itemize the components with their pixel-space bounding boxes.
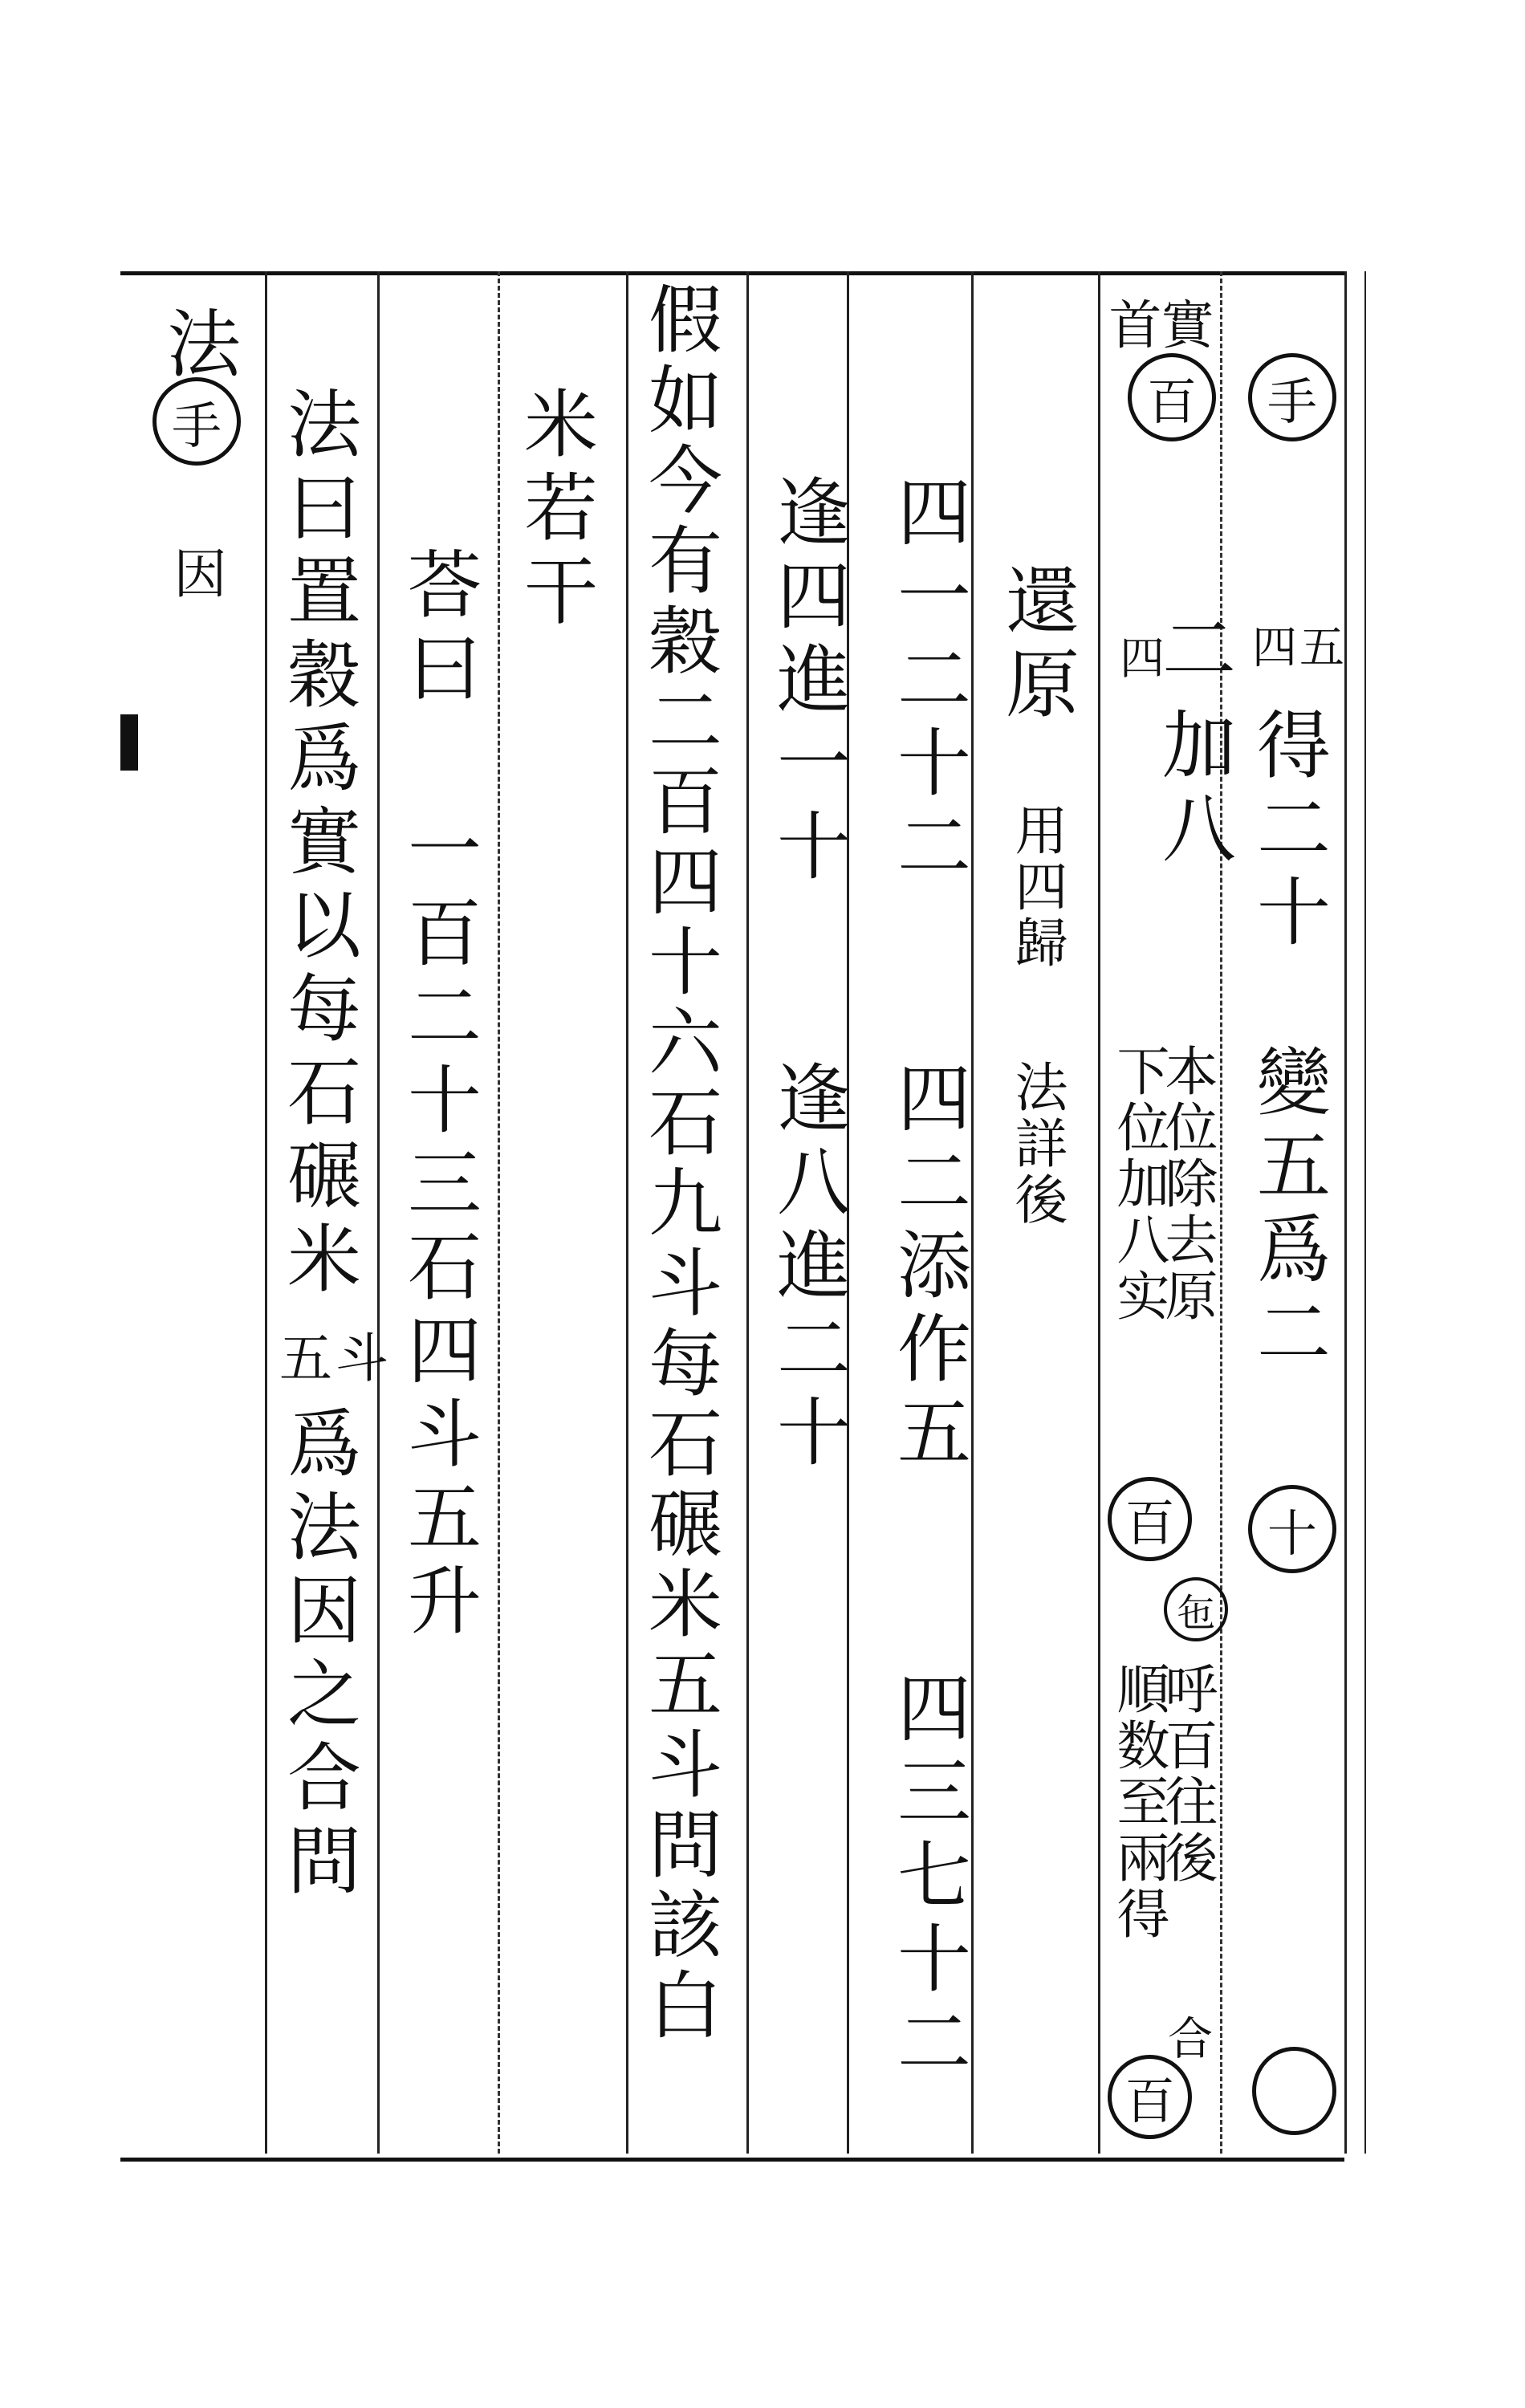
column-rule: [498, 271, 500, 2154]
text-column: 一百二十三石四斗五升: [396, 811, 482, 1645]
annotation-column: 順数至兩得: [1108, 1662, 1169, 1942]
column-rule: [971, 271, 974, 2154]
empty-circle: [1252, 2047, 1336, 2135]
section-mark-circle: 手: [1248, 353, 1336, 441]
text-column: 還原: [994, 562, 1080, 729]
annotation: 四五: [1252, 622, 1347, 674]
text-column: 加八: [1150, 706, 1236, 873]
annotation: 四: [1112, 634, 1165, 681]
text-column: 逢四進一十: [765, 474, 851, 891]
border-right-outer: [1364, 271, 1366, 2154]
text-column: 得二十: [1245, 706, 1331, 957]
hundred-circle: 百: [1108, 2055, 1192, 2139]
header-mark: 實: [1152, 297, 1214, 353]
hundred-circle: 百: [1108, 1477, 1192, 1561]
start-mark-circle: 㐌: [1164, 1577, 1228, 1641]
text-column: 法: [155, 305, 241, 388]
text-column: 米若干: [512, 385, 598, 636]
hundred-circle: 百: [1128, 353, 1216, 441]
annotation-column: 法詳後: [1006, 1060, 1068, 1228]
annotation: 合: [1161, 2015, 1213, 2062]
ten-circle: 十: [1248, 1485, 1336, 1573]
column-rule: [377, 271, 380, 2154]
header-mark-sub: 首: [1100, 297, 1161, 353]
annotation-column: 呼百往後: [1156, 1662, 1218, 1886]
text-column: 二: [1150, 610, 1236, 694]
annotation-column: 下位加八实: [1108, 1043, 1169, 1324]
annotation-column: 因: [165, 546, 226, 602]
text-column: 逢八進二十: [765, 1060, 851, 1477]
column-rule: [746, 271, 749, 2154]
text-column: 假如今有穀二百四十六石九斗每石碾米五斗問該白: [636, 281, 722, 2047]
annotation-column: 用四歸: [1006, 803, 1068, 971]
border-right: [1344, 271, 1347, 2154]
text-column: 變五爲二: [1245, 1043, 1331, 1377]
column-rule: [1098, 271, 1100, 2154]
column-rule: [626, 271, 628, 2154]
annotation-column: 本位除去原: [1156, 1043, 1218, 1324]
column-rule: [1220, 271, 1222, 2154]
text-column: 四三七十二: [885, 1670, 971, 2087]
margin-mark: [120, 714, 138, 771]
text-column: 荅曰: [396, 546, 482, 713]
text-column: 法曰置穀爲實以每石碾米: [275, 385, 361, 1304]
annotation: 五斗: [279, 1328, 392, 1389]
text-column: 四一二十二: [885, 474, 971, 891]
text-column: 四二添作五: [885, 1060, 971, 1477]
section-mark-circle: 手: [152, 377, 241, 466]
text-column: 爲法因之合問: [275, 1405, 361, 1906]
column-rule: [265, 271, 267, 2154]
